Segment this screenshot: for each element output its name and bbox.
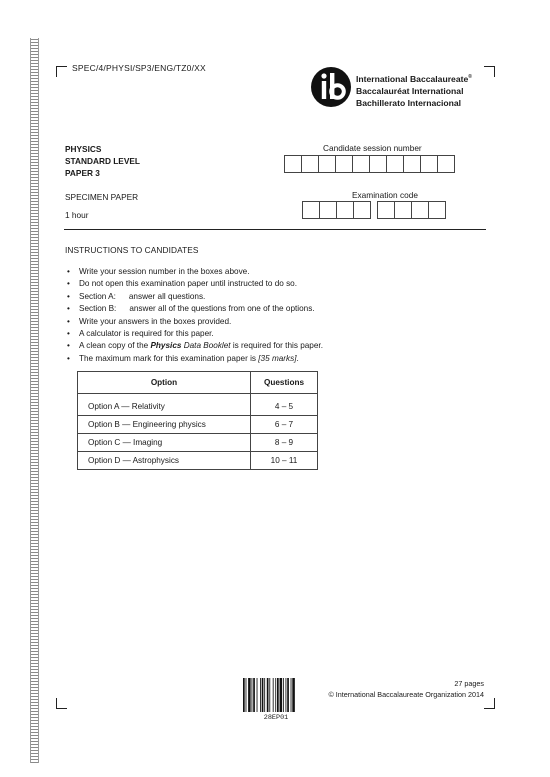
candidate-session-label: Candidate session number: [323, 143, 422, 153]
ib-logo-icon: [310, 65, 352, 109]
duration: 1 hour: [65, 210, 89, 220]
instruction-item-max-mark: • The maximum mark for this examination paper is [35 marks].: [65, 353, 323, 365]
barcode-number: 28EP01: [263, 714, 289, 722]
exam-code-box[interactable]: [336, 201, 354, 219]
copyright: © International Baccalaureate Organization 2014: [328, 689, 484, 699]
session-digit-box[interactable]: [403, 155, 421, 173]
option-name: Option B — Engineering physics: [78, 416, 251, 434]
table-row: [78, 416, 318, 434]
option-name: Option C — Imaging: [78, 434, 251, 452]
org-name-en: International Baccalaureate: [356, 73, 469, 84]
column-header-option: Option: [78, 372, 251, 394]
section-a-label: Section A:: [79, 291, 116, 301]
registered-mark: ®: [468, 74, 472, 80]
corner-mark-top-right: [484, 66, 495, 77]
table-row: [78, 452, 318, 470]
organization-name: [356, 71, 472, 109]
org-name-fr: Baccalauréat International: [356, 85, 464, 96]
session-digit-box[interactable]: [318, 155, 336, 173]
level: STANDARD LEVEL: [65, 156, 140, 166]
exam-code-box[interactable]: [302, 201, 320, 219]
corner-mark-bottom-right: [484, 698, 495, 709]
binding-strip: [30, 38, 39, 763]
option-name: Option D — Astrophysics: [78, 452, 251, 470]
section-b-text: answer all of the questions from one of the options.: [129, 304, 315, 314]
session-digit-box[interactable]: [420, 155, 438, 173]
exam-code-box[interactable]: [394, 201, 412, 219]
table-row: [78, 434, 318, 452]
session-digit-box[interactable]: [284, 155, 302, 173]
session-digit-box[interactable]: [301, 155, 319, 173]
options-table: [77, 371, 318, 470]
session-digit-box[interactable]: [369, 155, 387, 173]
paper-code: SPEC/4/PHYSI/SP3/ENG/TZ0/XX: [72, 63, 206, 73]
section-a-text: answer all questions.: [128, 291, 206, 301]
instructions-title: INSTRUCTIONS TO CANDIDATES: [65, 245, 199, 255]
instruction-item: • A calculator is required for this paper.: [65, 328, 323, 340]
exam-code-box[interactable]: [411, 201, 429, 219]
instruction-item-data-booklet: • A clean copy of the Physics Data Booklet is required for this paper.: [65, 340, 323, 352]
paper-type: SPECIMEN PAPER: [65, 192, 139, 202]
option-questions: 8 – 9: [251, 434, 318, 452]
instruction-item: • Write your answers in the boxes provided.: [65, 316, 323, 328]
instruction-item-section-a: [65, 291, 323, 303]
option-questions: 4 – 5: [251, 394, 318, 416]
option-questions: 10 – 11: [251, 452, 318, 470]
corner-mark-top-left: [56, 66, 67, 77]
exam-code-box[interactable]: [428, 201, 446, 219]
subject: PHYSICS: [65, 144, 102, 154]
candidate-session-boxes: [284, 155, 454, 173]
instruction-item: • Do not open this examination paper until instructed to do so.: [65, 278, 323, 290]
table-row: [78, 394, 318, 416]
exam-code-box[interactable]: [377, 201, 395, 219]
option-questions: 6 – 7: [251, 416, 318, 434]
paper-number: PAPER 3: [65, 168, 100, 178]
table-header-row: [78, 372, 318, 394]
column-header-questions: Questions: [251, 372, 318, 394]
instructions-list: [65, 266, 323, 365]
session-digit-box[interactable]: [352, 155, 370, 173]
org-name-es: Bachillerato Internacional: [356, 97, 462, 108]
session-digit-box[interactable]: [335, 155, 353, 173]
section-b-label: Section B:: [79, 304, 117, 314]
subject-block: [65, 143, 140, 179]
exam-code-box[interactable]: [319, 201, 337, 219]
examination-code-label: Examination code: [352, 190, 418, 200]
examination-code-boxes: [302, 201, 445, 219]
session-digit-box[interactable]: [437, 155, 455, 173]
divider: [64, 229, 486, 230]
page-count: 27 pages: [454, 679, 484, 688]
session-digit-box[interactable]: [386, 155, 404, 173]
barcode: [243, 678, 309, 712]
corner-mark-bottom-left: [56, 698, 67, 709]
exam-code-box[interactable]: [353, 201, 371, 219]
footer-info: [328, 679, 484, 700]
instruction-item-section-b: [65, 303, 323, 315]
option-name: Option A — Relativity: [78, 394, 251, 416]
instruction-item: • Write your session number in the boxes above.: [65, 266, 323, 278]
